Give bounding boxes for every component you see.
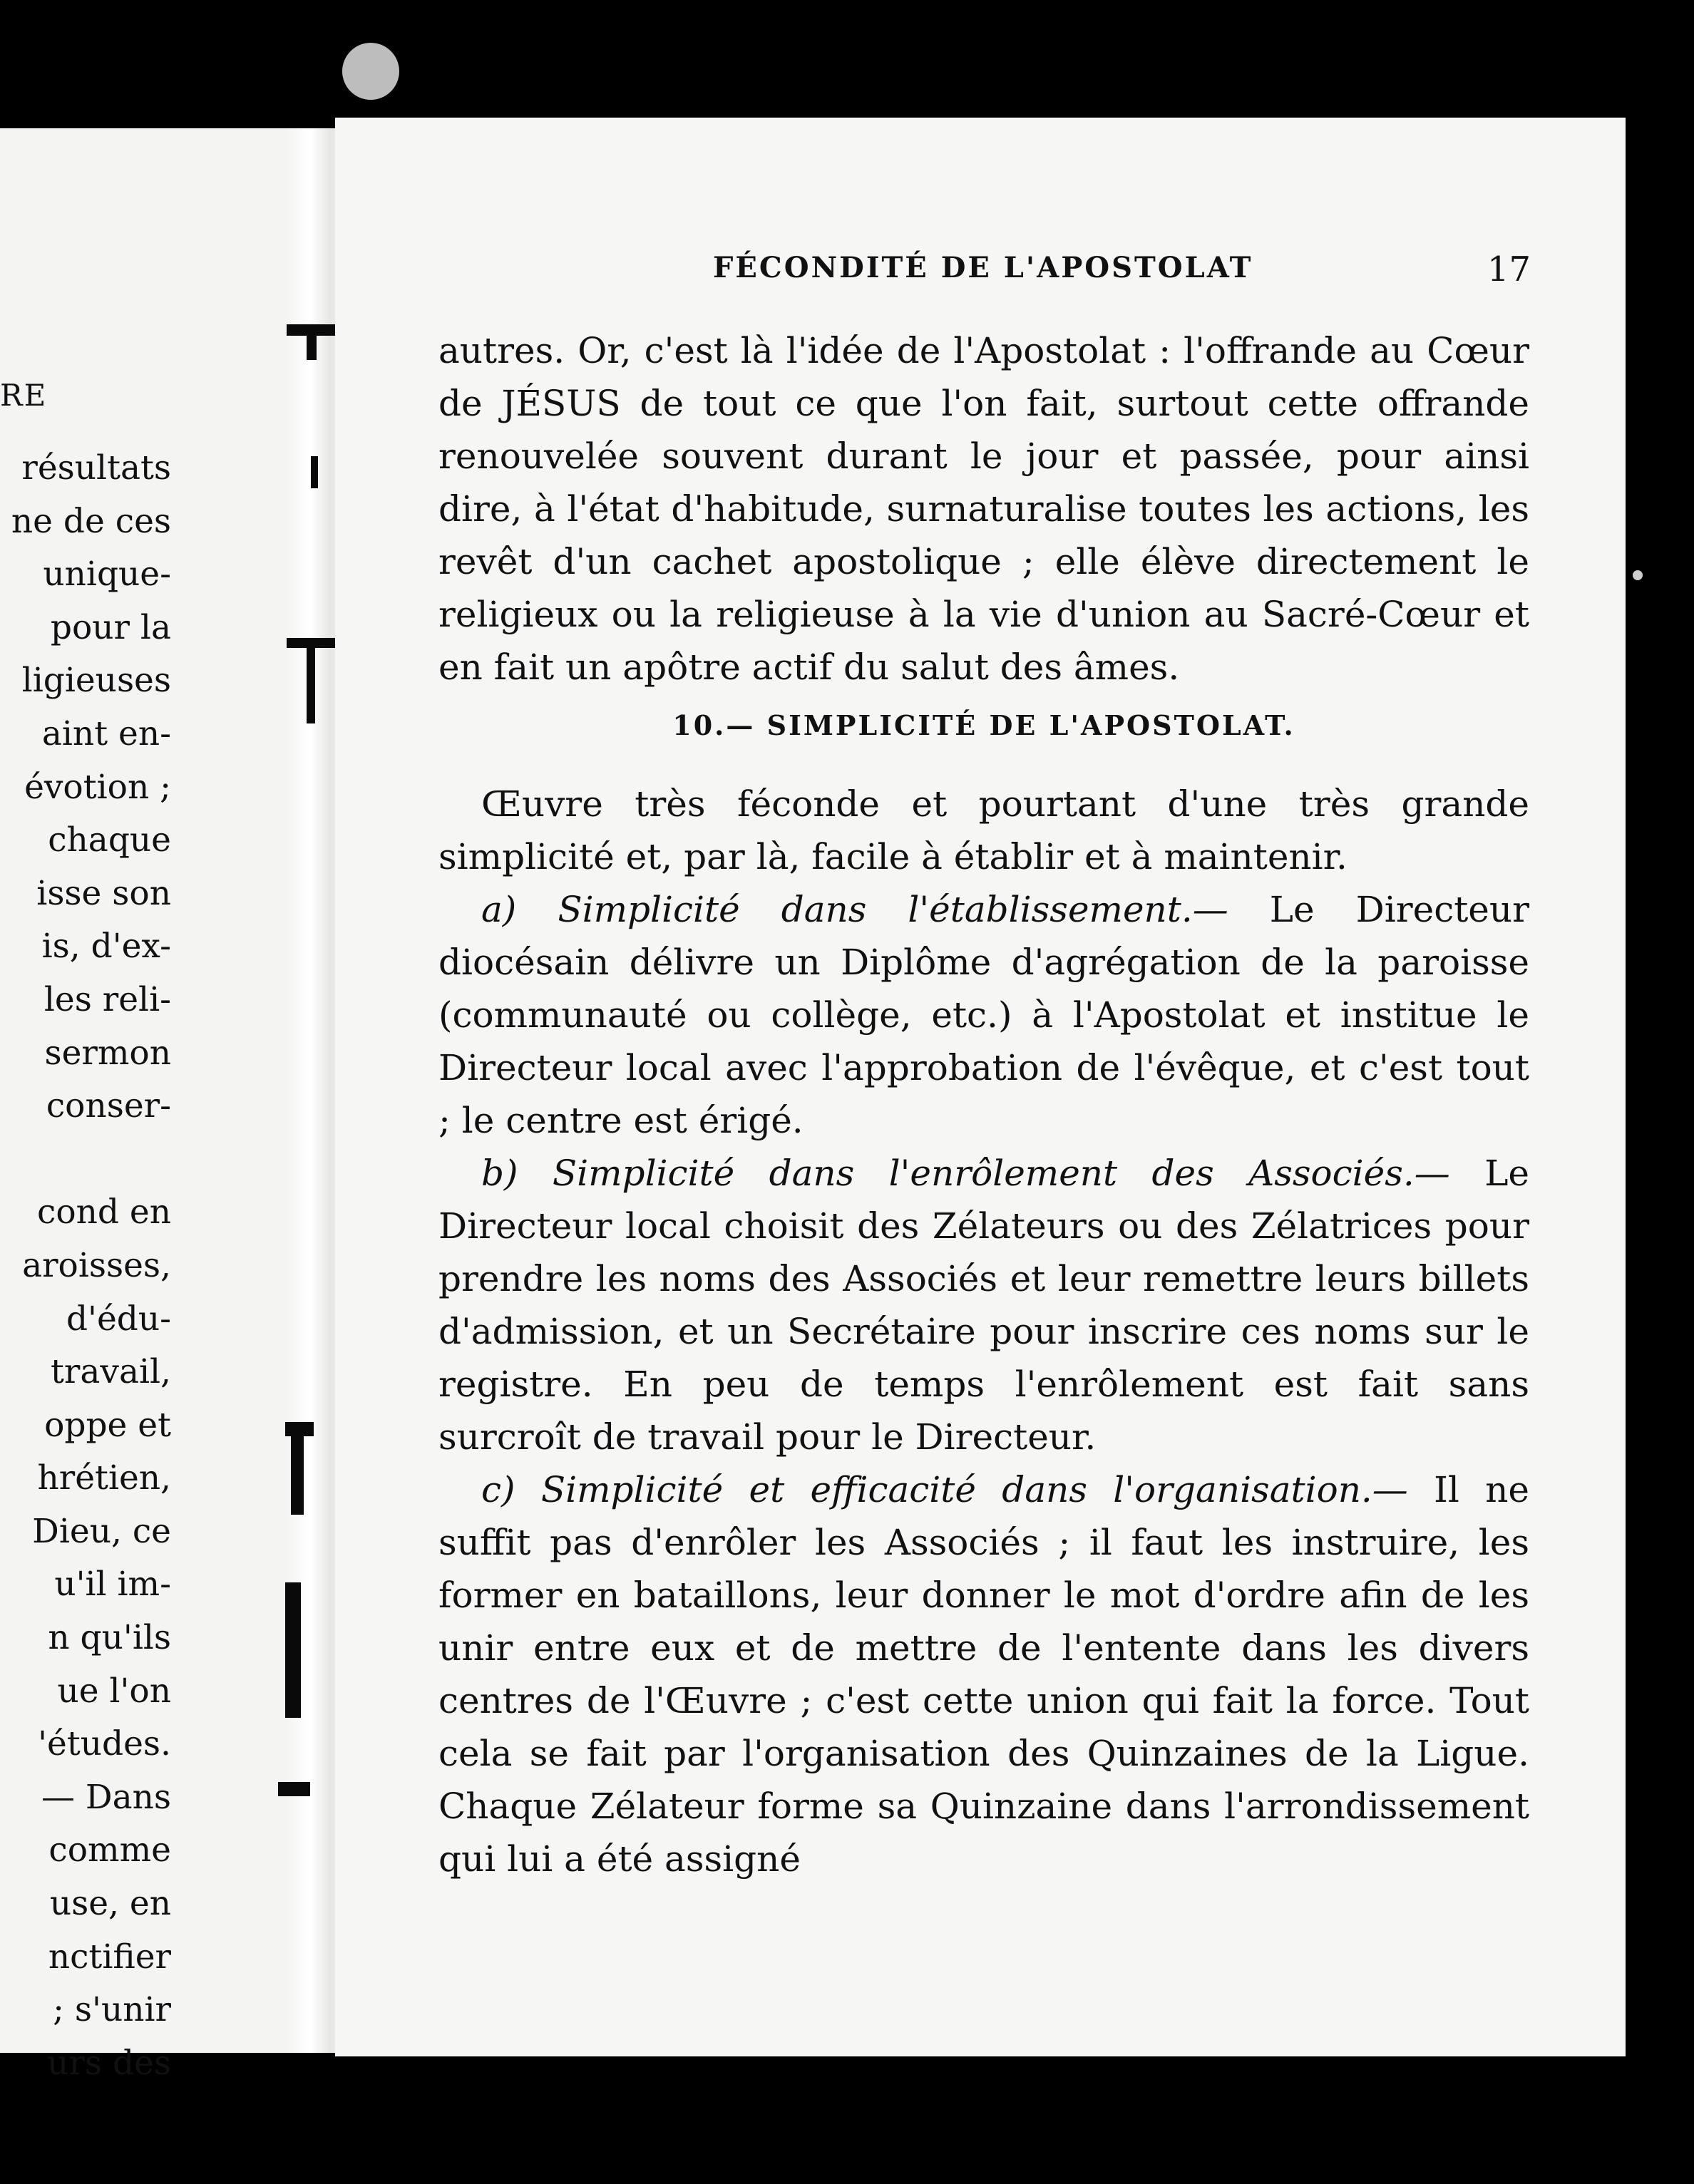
left-line: les reli- [43, 979, 171, 1019]
left-line: cond en [37, 1193, 171, 1232]
left-line: ne de ces [11, 501, 171, 541]
binding-mark [278, 1782, 310, 1796]
left-line: ligieuses [21, 661, 171, 701]
left-line: pour la [50, 607, 171, 647]
paragraph-organisation [438, 1463, 1529, 1885]
left-line: isse son [36, 873, 171, 913]
left-line: oppe et [44, 1405, 171, 1445]
paragraph-body-b: Le Directeur local choisit des Zélateurs ou des Zélatrices pour prendre les noms des Associés et leur remettre leurs billets d'admission, et un Secrétaire pour inscrire ces noms sur le registre. En peu de temps l'enrôlement est fait sans surcroît de travail pour le Directeur. [438, 1153, 1529, 1458]
left-line: use, en [49, 1884, 171, 1924]
binding-mark [291, 1436, 304, 1515]
page-number: 17 [1487, 249, 1531, 289]
left-page-text-column [0, 442, 171, 2090]
left-line: d'édu- [66, 1299, 171, 1339]
paragraph-lead-b: b) Simplicité dans l'enrôlement des Associés.— [481, 1153, 1450, 1194]
paragraph-body-a: Le Directeur diocésain délivre un Diplôme d'agrégation de la paroisse (communauté ou collège, etc.) à l'Apostolat et institue le Directeur local avec l'approbation de l'évêque, et c'est tout ; le centre est érigé. [438, 889, 1529, 1141]
left-line: — Dans [41, 1777, 171, 1817]
left-line: hrétien, [37, 1458, 171, 1498]
left-line: évotion ; [24, 767, 171, 807]
left-line: urs des [47, 2043, 171, 2083]
left-page [0, 128, 314, 2083]
left-line [0, 1133, 171, 1187]
paragraph-body-c: Il ne suffit pas d'enrôler les Associés ; il faut les instruire, les former en bataillons, leur donner le mot d'ordre afin de les unir entre eux et de mettre de l'entente dans les divers centres de l'Œuvre ; c'est cette union qui fait la force. Tout cela se fait par l'organisation des Quinzaines de la Ligue. Chaque Zélateur forme sa Quinzaine dans l'arrondissement qui lui a été assigné [438, 1469, 1529, 1880]
left-line: ; s'unir [53, 1990, 171, 2030]
binding-mark [285, 1582, 301, 1718]
paragraph-lead-c: c) Simplicité et efficacité dans l'organisation.— [481, 1469, 1408, 1510]
section-title: 10.— SIMPLICITÉ DE L'APOSTOLAT. [672, 709, 1295, 741]
paragraph-intro: Œuvre très féconde et pourtant d'une très grande simplicité et, par là, facile à établir et à maintenir. [438, 783, 1529, 877]
left-line: is, d'ex- [41, 927, 171, 967]
left-line: unique- [43, 555, 171, 594]
binding-mark [285, 1422, 314, 1436]
binding-mark [307, 645, 315, 723]
paragraph-continuation: autres. Or, c'est là l'idée de l'Apostolat : l'offrande au Cœur de JÉSUS de tout ce que l'on fait, surtout cette offrande renouvelée souvent durant le jour et passée, pour ainsi dire, à l'état d'habitude, surnaturalise toutes les actions, les revêt d'un cachet apostolique ; elle élève directement le religieux ou la religieuse à la vie d'union au Sacré-Cœur et en fait un apôtre actif du salut des âmes. [438, 330, 1529, 688]
binding-mark [311, 456, 318, 488]
scan-speck [1633, 570, 1643, 580]
left-line: aint en- [41, 714, 171, 753]
left-line: n qu'ils [48, 1618, 171, 1658]
left-line: ue l'on [57, 1671, 171, 1711]
binding-mark [307, 331, 317, 360]
left-page-header-fragment: RE [0, 378, 48, 413]
left-line: Dieu, ce [32, 1511, 171, 1551]
left-line: aroisses, [22, 1245, 171, 1285]
running-header: FÉCONDITÉ DE L'APOSTOLAT [713, 251, 1253, 284]
left-line: sermon [44, 1033, 171, 1073]
left-line: conser- [46, 1086, 171, 1126]
paragraph-establishment [438, 883, 1529, 1147]
paragraph-enrolment [438, 1147, 1529, 1463]
left-line: chaque [48, 820, 171, 860]
left-line: nctifier [48, 1937, 171, 1977]
left-line: u'il im- [54, 1565, 171, 1604]
left-line: résultats [21, 448, 171, 488]
left-line: comme [48, 1830, 171, 1870]
left-line: 'études. [38, 1724, 171, 1764]
scan-speck [342, 43, 399, 100]
left-line: travail, [51, 1352, 171, 1392]
paragraph-lead-a: a) Simplicité dans l'établissement.— [481, 889, 1228, 930]
page-body [438, 324, 1529, 1885]
